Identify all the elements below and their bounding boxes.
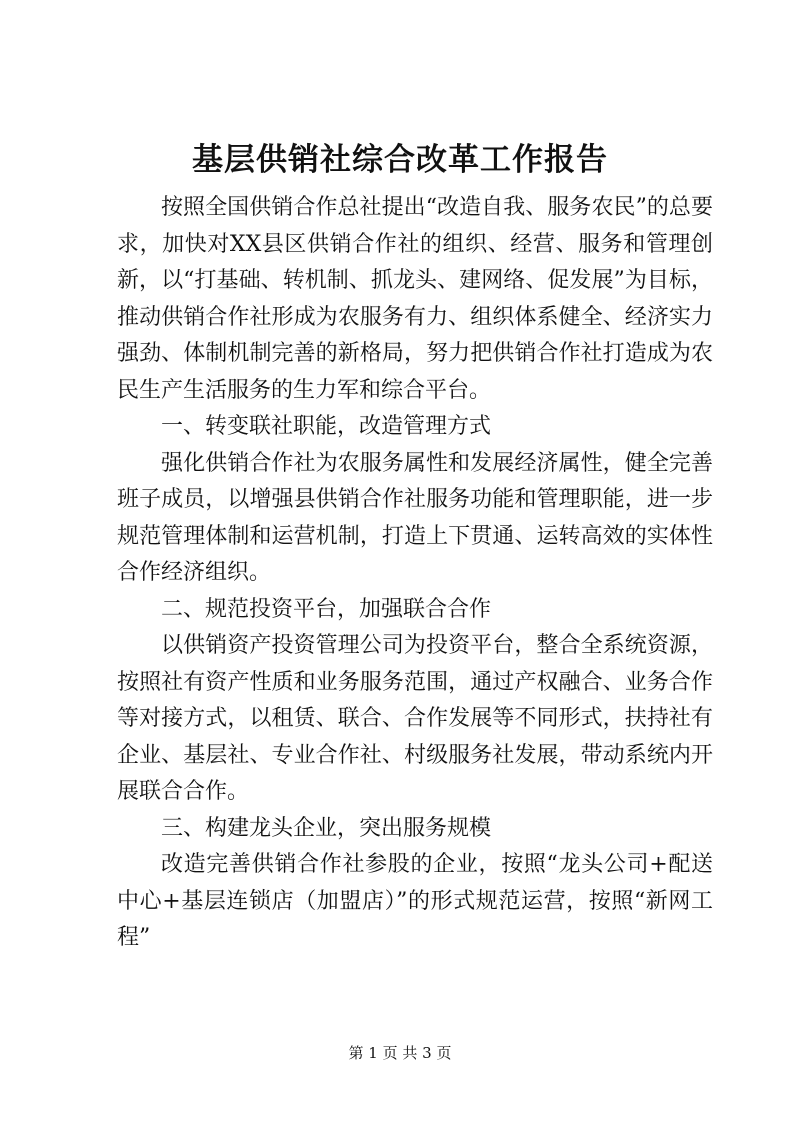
section-heading-3: 三、构建龙头企业，突出服务规模 [161, 815, 492, 841]
section-heading-1: 一、转变联社职能，改造管理方式 [161, 414, 492, 439]
section-3-paragraph: 改造完善供销合作社参股的企业，按照“龙头公司+配送中心+基层连锁店（加盟店）”的形式规范运营，按照“新网工程” [117, 852, 713, 950]
page-number-footer: 第 1 页 共 3 页 [348, 1044, 452, 1062]
intro-paragraph: 按照全国供销合作总社提出“改造自我、服务农民”的总要求，加快对XX县区供销合作社的组织、经营、服务和管理创新，以“打基础、转机制、抓龙头、建网络、促发展”为目标，推动供销合作社形成为农服务有力、组织体系健全、经济实力强劲、体制机制完善的新格局，努力把供销合作社打造成为农民生产生活服务的生力军和综合平台。 [117, 195, 713, 403]
document-body [117, 190, 713, 957]
document-title: 基层供销社综合改革工作报告 [192, 142, 608, 178]
section-heading-2: 二、规范投资平台，加强联合合作 [161, 596, 492, 622]
section-1-paragraph: 强化供销合作社为农服务属性和发展经济属性，健全完善班子成员，以增强县供销合作社服务功能和管理职能，进一步规范管理体制和运营机制，打造上下贯通、运转高效的实体性合作经济组织。 [117, 450, 713, 585]
section-2-paragraph: 以供销资产投资管理公司为投资平台，整合全系统资源，按照社有资产性质和业务服务范围，通过产权融合、业务合作等对接方式，以租赁、联合、合作发展等不同形式，扶持社有企业、基层社、专业合作社、村级服务社发展，带动系统内开展联合合作。 [117, 633, 713, 804]
